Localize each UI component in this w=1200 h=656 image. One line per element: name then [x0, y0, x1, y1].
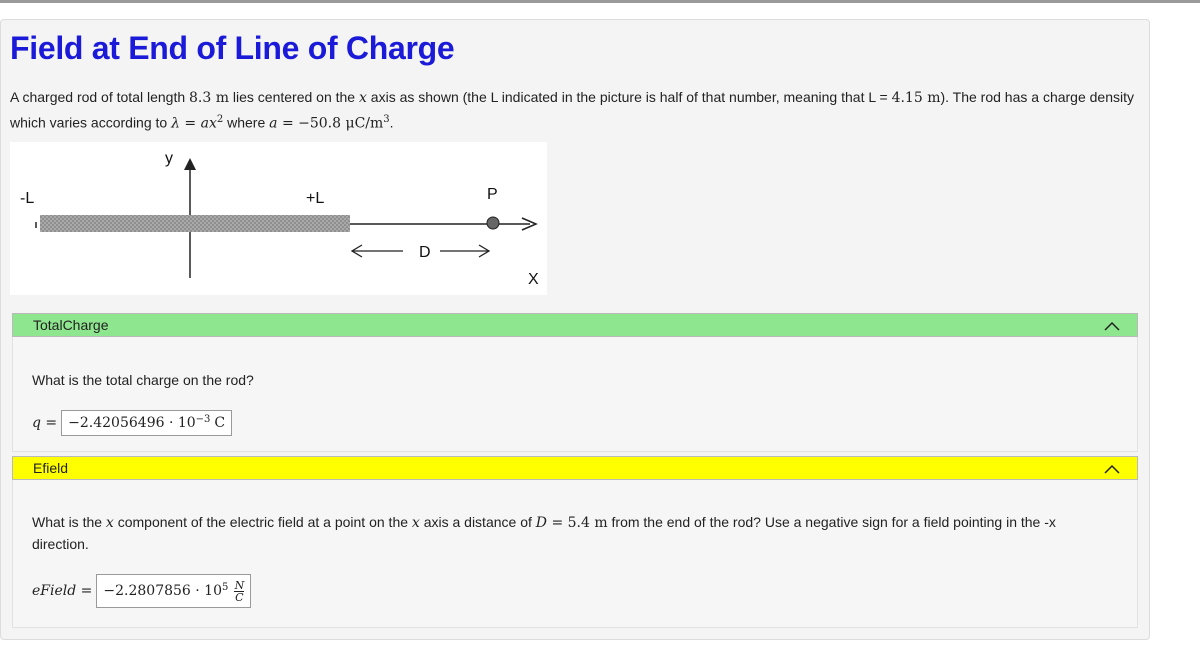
total-charge-title: TotalCharge: [33, 317, 109, 333]
pos-L-label: +L: [306, 190, 325, 207]
problem-statement: A charged rod of total length 8.3 m lies centered on the x axis as shown (the L indicated in the picture is half of that number, meaning that L = 4.15 m). The rod has a charge density which varies according to $\lambda = ax^2$ where a = −50.8 $\mu C/m^3$.: [10, 89, 1135, 132]
y-axis-arrow: [184, 158, 196, 170]
half-length: 4.15 m: [891, 90, 941, 106]
point-P: [487, 217, 499, 229]
efield-body: [12, 480, 1138, 628]
efield-answer-row: [32, 574, 251, 608]
chevron-up-icon[interactable]: [1103, 320, 1121, 332]
neg-L-label: -L: [20, 190, 35, 207]
y-label: y: [165, 150, 173, 167]
efield-label: eField =: [32, 583, 93, 599]
efield-title: Efield: [33, 460, 69, 476]
rod-diagram: [10, 142, 547, 295]
P-label: P: [487, 186, 498, 203]
rod-length: 8.3 m: [189, 90, 230, 106]
unit-fraction: $\frac{N}{C}$: [234, 578, 245, 604]
total-charge-answer-field[interactable]: −2.42056496 · 10 $^{-3}$ C: [61, 410, 232, 436]
x-label: X: [528, 271, 539, 288]
charged-rod: [40, 215, 350, 232]
total-charge-question: What is the total charge on the rod?: [32, 372, 254, 388]
page-title: Field at End of Line of Charge: [10, 30, 455, 66]
total-charge-body: [12, 337, 1138, 452]
efield-answer-field[interactable]: −2.2807856 · 10 $^5$ $\frac{N}{C}$: [96, 574, 251, 608]
chevron-up-icon[interactable]: [1103, 463, 1121, 475]
total-charge-header[interactable]: [12, 313, 1138, 337]
density-constant: = −50.8 μC/m: [277, 115, 384, 132]
efield-header[interactable]: [12, 456, 1138, 480]
top-border: [0, 0, 1200, 3]
D-label: D: [419, 244, 431, 261]
q-label: q =: [32, 415, 58, 431]
efield-question: What is the x component of the electric field at a point on the x axis a distance of D = 5.4 m from the end of the rod? Use a negative sign for a field pointing in the -x direction.: [32, 514, 1056, 552]
total-charge-answer-row: [32, 410, 232, 436]
